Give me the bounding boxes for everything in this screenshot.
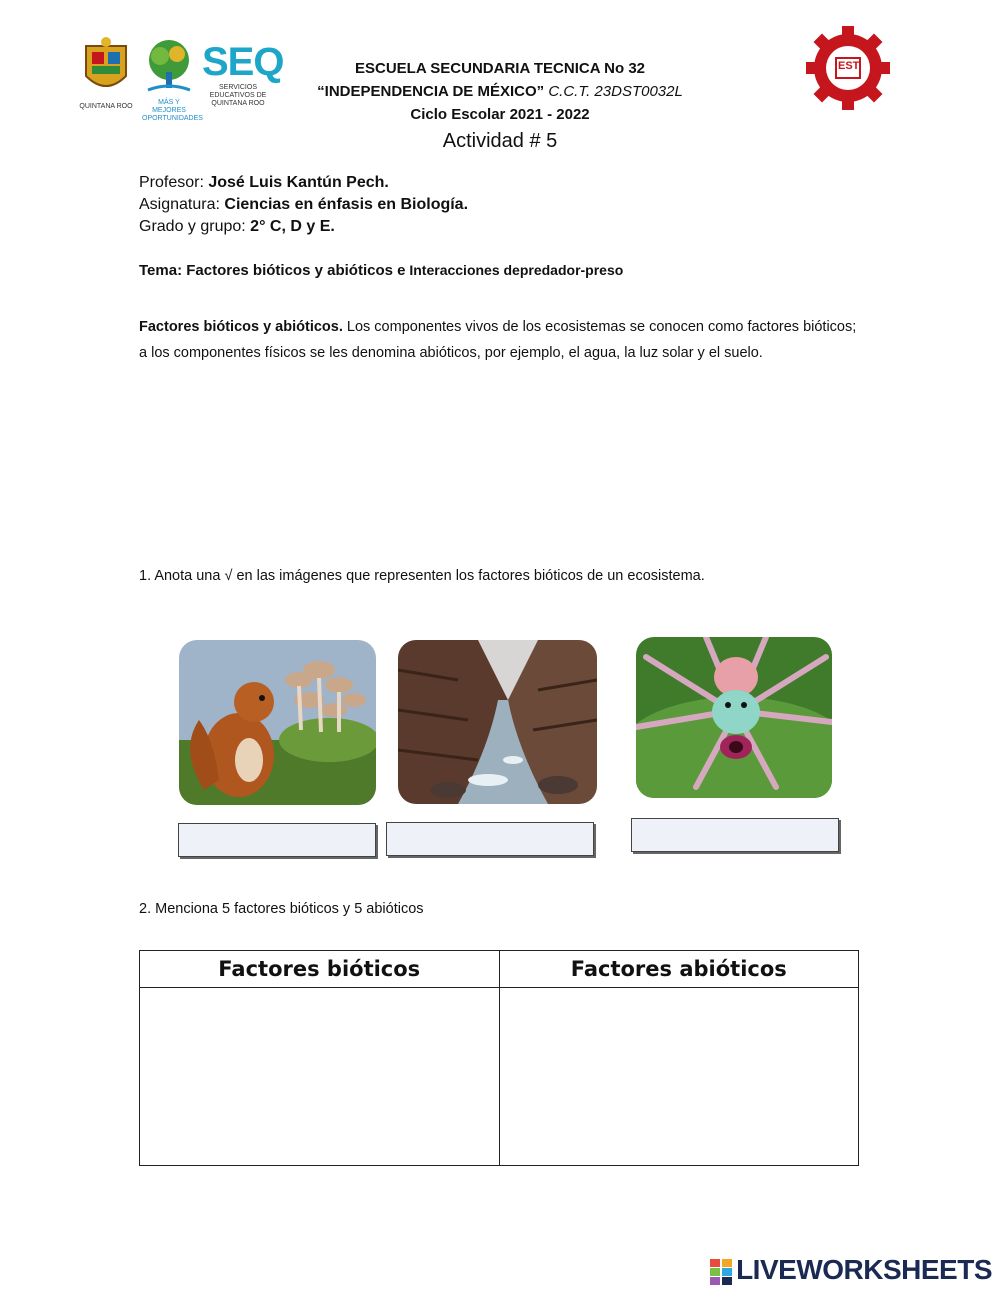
question-2: 2. Menciona 5 factores bióticos y 5 abióticos xyxy=(139,901,424,917)
asignatura-name: Ciencias en énfasis en Biología. xyxy=(224,196,469,213)
profesor-name: José Luis Kantún Pech. xyxy=(208,174,389,191)
grado-line xyxy=(139,216,335,237)
school-cct: C.C.T. 23DST0032L xyxy=(548,83,683,100)
tema-small: Interacciones depredador-preso xyxy=(405,262,624,278)
activity-title: Actividad # 5 xyxy=(442,130,558,152)
school-cycle: Ciclo Escolar 2021 - 2022 xyxy=(410,106,590,123)
rocky-stream-image xyxy=(398,640,597,804)
answer-box-3[interactable] xyxy=(631,818,839,852)
cell-bioticos[interactable] xyxy=(140,988,500,1166)
quintana-roo-text: QUINTANA ROO xyxy=(79,103,133,110)
seq-logo xyxy=(202,40,284,114)
quintana-roo-shield-icon xyxy=(78,36,134,98)
est-label: EST xyxy=(838,60,860,72)
seq-subtitle: SERVICIOS EDUCATIVOS DE QUINTANA ROO xyxy=(209,84,267,107)
tema-main: Tema: Factores bióticos y abióticos e xyxy=(139,262,406,279)
liveworksheets-text: LIVEWORKSHEETS xyxy=(736,1254,992,1285)
mas-oportunidades-text: MÁS Y MEJORES OPORTUNIDADES xyxy=(142,99,203,122)
tree-icon xyxy=(142,38,196,94)
spider-prey-image xyxy=(636,637,832,798)
paragraph-text: Los componentes vivos de los ecosistemas se conocen como factores bióticos; a los componentes físicos se les denomina abióticos, por ejemplo, el agua, la luz solar y el suelo. xyxy=(139,319,857,361)
school-title: “INDEPENDENCIA DE MÉXICO” xyxy=(317,83,545,100)
intro-paragraph xyxy=(139,314,863,366)
factores-table xyxy=(139,950,859,1166)
asignatura-line xyxy=(139,194,468,215)
school-motto xyxy=(250,83,750,100)
quintana-roo-logo xyxy=(78,36,134,116)
tema-line xyxy=(139,262,623,279)
answer-box-2[interactable] xyxy=(386,822,594,856)
grado-value: 2° C, D y E. xyxy=(250,218,335,235)
grado-label: Grado y grupo: xyxy=(139,218,251,235)
question-1: 1. Anota una √ en las imágenes que representen los factores bióticos de un ecosistema. xyxy=(139,568,705,584)
col-header-abioticos: Factores abióticos xyxy=(499,951,859,988)
asignatura-label: Asignatura: xyxy=(139,196,225,213)
paragraph-bold: Factores bióticos y abióticos. xyxy=(139,319,343,335)
mas-oportunidades-logo xyxy=(142,38,203,122)
answer-box-1[interactable] xyxy=(178,823,376,857)
school-name: ESCUELA SECUNDARIA TECNICA No 32 xyxy=(354,60,646,77)
profesor-line xyxy=(139,172,389,193)
col-header-bioticos: Factores bióticos xyxy=(140,951,500,988)
liveworksheets-brand xyxy=(710,1254,992,1286)
est-logo xyxy=(800,24,896,112)
profesor-label: Profesor: xyxy=(139,174,209,191)
squirrel-mushroom-image xyxy=(179,640,376,805)
liveworksheets-icon xyxy=(710,1259,732,1285)
seq-title: SEQ xyxy=(202,40,284,84)
cell-abioticos[interactable] xyxy=(499,988,859,1166)
